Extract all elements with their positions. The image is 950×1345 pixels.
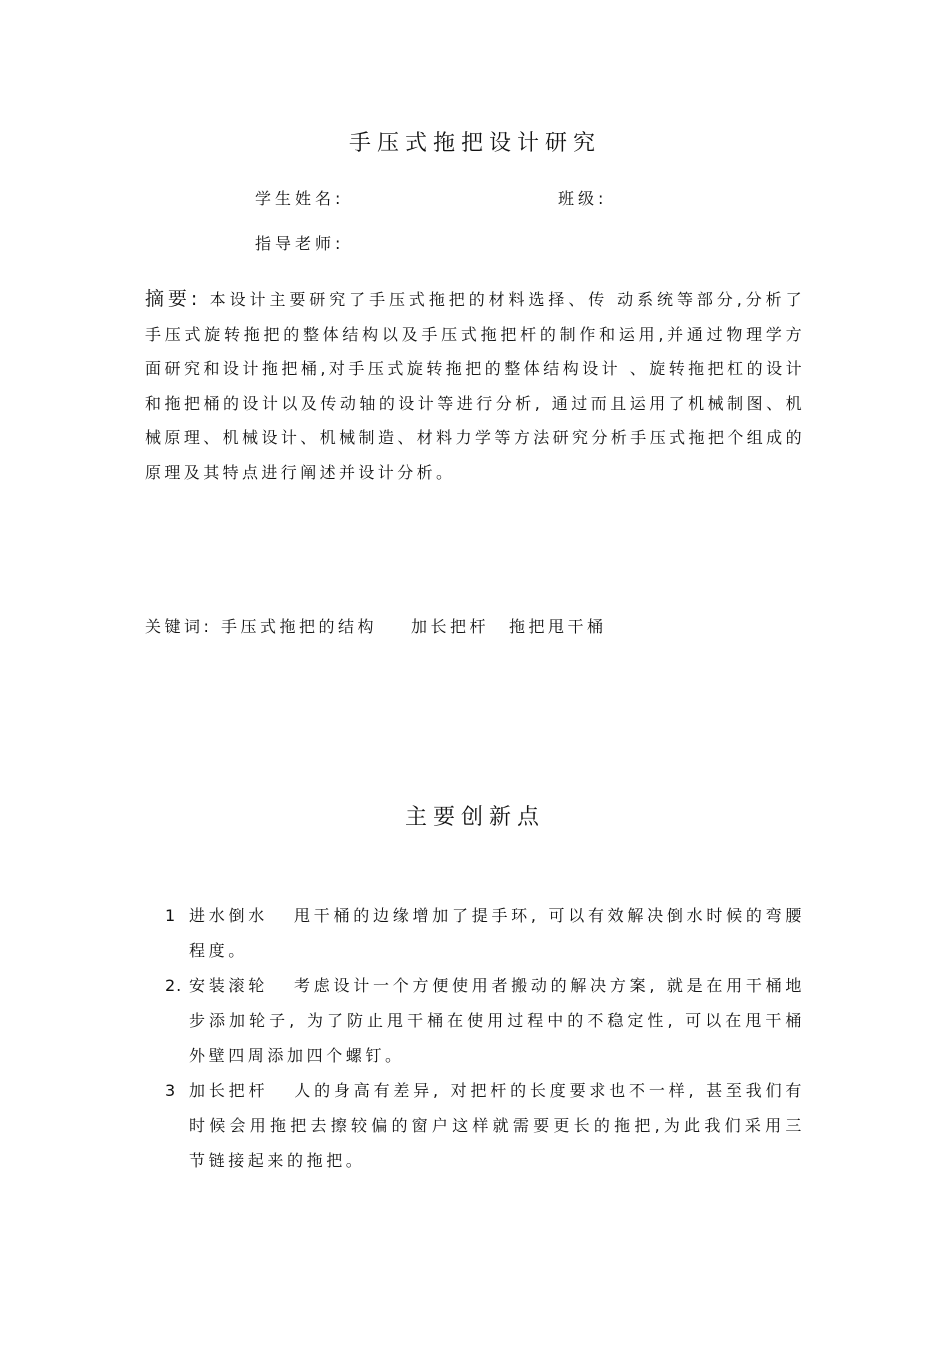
- document-title: 手压式拖把设计研究: [348, 131, 601, 156]
- innovation-number: 3: [165, 1081, 177, 1100]
- innovation-title: 安装滚轮: [189, 976, 268, 995]
- innovation-list: [165, 898, 805, 1178]
- innovation-section-title: 主要创新点: [404, 805, 545, 830]
- innovation-title: 进水倒水: [189, 906, 268, 925]
- innovation-item: [165, 968, 805, 1073]
- advisor-field: [255, 231, 344, 254]
- abstract-body: 本设计主要研究了手压式拖把的材料选择、传 动系统等部分,分析了手压式旋转拖把的整体结构以及手压式拖把杆的制作和运用,并通过物理学方面研究和设计拖把桶,对手压式旋转拖把的整体结构设计 、旋转拖把杠的设计和拖把桶的设计以及传动轴的设计等进行分析, 通过而且运用了机械制图、机械原理、机械设计、机械制造、材料力学等方法研究分析手压式拖把个组成的原理及其特点进行阐述并设计分析。: [145, 290, 805, 482]
- innovation-text: 考虑设计一个方便使用者搬动的解决方案, 就是在用干桶地步添加轮子, 为了防止甩干桶在使用过程中的不稳定性, 可以在甩干桶外壁四周添加四个螺钉。: [189, 976, 805, 1065]
- innovation-text: 人的身高有差异, 对把杆的长度要求也不一样, 甚至我们有时候会用拖把去擦较偏的窗户这样就需要更长的拖把,为此我们采用三节链接起来的拖把。: [189, 1081, 805, 1170]
- keywords-line: [145, 614, 607, 637]
- advisor-label: 指导老师:: [255, 234, 345, 253]
- abstract-heading: 摘要:: [145, 288, 201, 310]
- class-label: 班级:: [558, 189, 608, 208]
- keyword-item: 加长把杆: [411, 617, 490, 636]
- student-name-label: 学生姓名:: [255, 189, 345, 208]
- innovation-number: 2.: [165, 976, 183, 995]
- abstract: [145, 282, 805, 490]
- innovation-title: 加长把杆: [189, 1081, 269, 1100]
- innovation-text: 甩干桶的边缘增加了提手环, 可以有效解决倒水时候的弯腰程度。: [189, 906, 805, 960]
- innovation-item: [165, 898, 805, 968]
- student-name-field: [255, 186, 344, 209]
- keywords-label: 关键词:: [145, 617, 213, 636]
- keyword-item: 手压式拖把的结构: [221, 617, 378, 636]
- innovation-number: 1: [165, 906, 177, 925]
- innovation-item: [165, 1073, 805, 1178]
- class-field: [558, 186, 607, 209]
- keyword-item: 拖把甩干桶: [509, 617, 607, 636]
